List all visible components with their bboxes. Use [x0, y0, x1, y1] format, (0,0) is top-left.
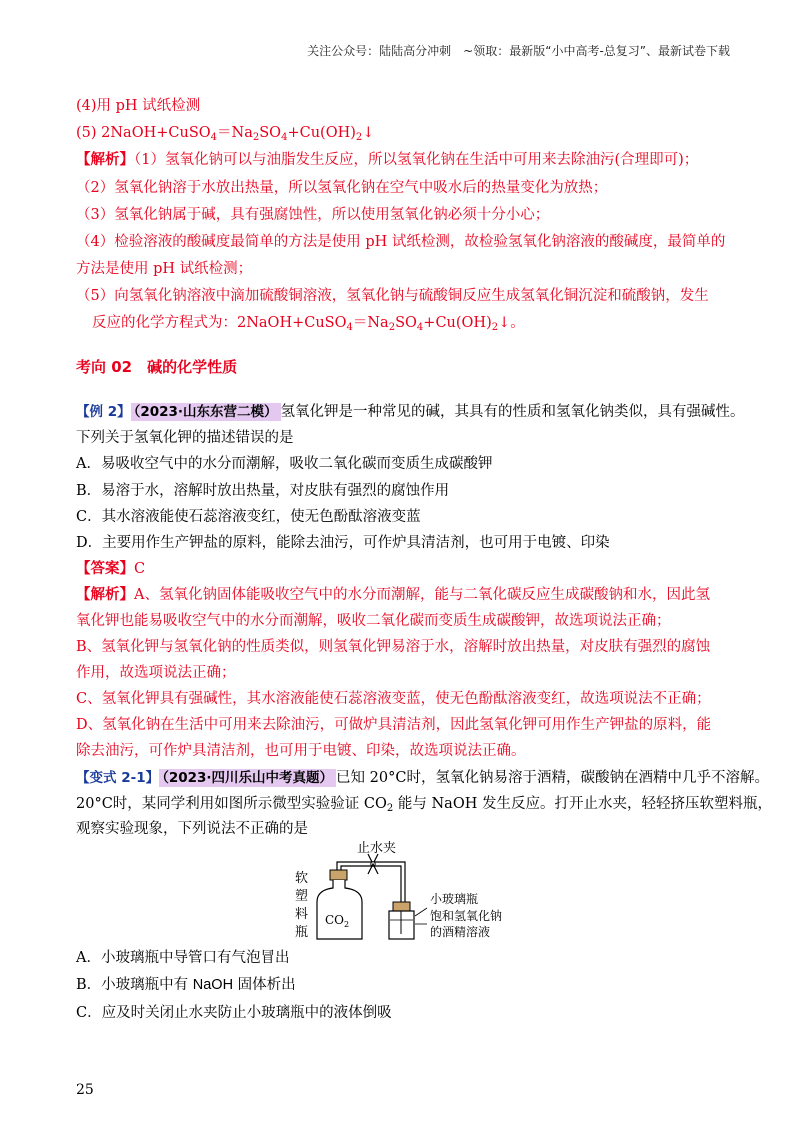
analysis-d1: D、氢氧化钠在生活中可用来去除油污，可做炉具清洁剂，因此氢氧化钾可用作生产钾盐的原料，能 — [76, 717, 712, 733]
clamp-icon — [368, 854, 378, 874]
analysis-3: （3）氢氧化钠属于碱，具有强腐蚀性，所以使用氢氧化钠必须十分小心； — [76, 207, 550, 223]
option-d: D．主要用作生产钾盐的原料，能除去油污，可作炉具清洁剂，也可用于电镀、印染 — [76, 535, 610, 551]
answer-4: (4)用 pH 试纸检测 — [76, 98, 201, 114]
analysis-5a: （5）向氢氧化钠溶液中滴加硫酸铜溶液，氢氧化钠与硫酸铜反应生成氢氧化铜沉淀和硫酸钠，发生 — [76, 288, 709, 304]
solution-label-1: 饱和氢氧化钠 — [430, 909, 503, 923]
small-bottle-label: 小玻璃瓶 — [430, 892, 479, 906]
variant-stem-1: 【变式 2-1】 （2023·四川乐山中考真题） 已知 20°C时，氢氧化钠易溶于酒精，碳酸钠在酒精中几乎不溶解。 — [76, 770, 769, 786]
analysis-4a: （4）检验溶液的酸碱度最简单的方法是使用 pH 试纸检测，故检验氢氧化钠溶液的酸碱度，最简单的 — [76, 234, 726, 250]
analysis-4b: 方法是使用 pH 试纸检测； — [76, 261, 253, 277]
source-badge: （2023·山东东营二模） — [131, 403, 281, 421]
analysis-c: C、氢氧化钾具有强碱性，其水溶液能使石蕊溶液变蓝，使无色酚酞溶液变红，故选项说法不正确； — [76, 691, 711, 707]
option-a: A．易吸收空气中的水分而潮解，吸收二氧化碳而变质生成碳酸钾 — [76, 456, 493, 472]
gas-label: $CO_2$ — [325, 913, 350, 929]
section-title: 考向 02 碱的化学性质 — [76, 358, 238, 376]
variant-option-b: B．小玻璃瓶中有 NaOH 固体析出 — [76, 977, 296, 993]
solution-label-2: 的酒精溶液 — [430, 925, 491, 939]
small-glass-bottle — [389, 902, 414, 939]
answer-line: 【答案】C — [76, 560, 146, 577]
example-tag: 【例 2】 — [76, 404, 131, 420]
analysis-5b: 反应的化学方程式为：$2NaOH+CuSO_4=Na_2SO_4+Cu(OH)_2↓$。 — [92, 315, 525, 333]
option-c: C．其水溶液能使石蕊溶液变红，使无色酚酞溶液变蓝 — [76, 509, 421, 525]
option-b: B．易溶于水，溶解时放出热量，对皮肤有强烈的腐蚀作用 — [76, 483, 450, 499]
answer-5: (5) $2NaOH+CuSO_4=Na_2SO_4+Cu(OH)_2↓$ — [76, 125, 375, 143]
analysis-2: （2）氢氧化钠溶于水放出热量，所以氢氧化钠在空气中吸水后的热量变化为放热； — [76, 180, 608, 196]
analysis-1: 【解析】（1）氢氧化钠可以与油脂发生反应，所以氢氧化钠在生活中可用来去除油污(合理即可)； — [76, 151, 699, 168]
variant-stem-3: 观察实验现象，下列说法不正确的是 — [76, 821, 308, 837]
bottle-label-2: 塑 — [295, 889, 309, 904]
page-number: 25 — [76, 1082, 94, 1098]
clamp-label: 止水夹 — [357, 841, 397, 856]
analysis-label: 【解析】 — [76, 151, 134, 168]
analysis-a2: 氧化钾也能易吸收空气中的水分而潮解，吸收二氧化碳而变质生成碳酸钾，故选项说法正确； — [76, 613, 671, 629]
variant-tag: 【变式 2-1】 — [76, 770, 160, 786]
bottle-label-1: 软 — [295, 871, 309, 886]
bottle-label-3: 料 — [295, 907, 309, 922]
page-header: 关注公众号：陆陆高分冲刺 ~领取：最新版“小中高考-总复习”、最新试卷下载 — [307, 44, 730, 58]
variant-stem-2: 20°C时，某同学利用如图所示微型实验验证 $CO_2$ 能与 NaOH 发生反应。打开止水夹，轻轻挤压软塑料瓶， — [76, 796, 772, 814]
analysis-b1: B、氢氧化钾与氢氧化钠的性质类似，则氢氧化钾易溶于水，溶解时放出热量，对皮肤有强烈的腐蚀 — [76, 639, 711, 655]
variant-option-c: C．应及时关闭止水夹防止小玻璃瓶中的液体倒吸 — [76, 1005, 392, 1021]
apparatus-figure — [285, 840, 545, 945]
variant-option-a: A．小玻璃瓶中导管口有气泡冒出 — [76, 950, 290, 966]
soft-plastic-bottle — [317, 870, 362, 939]
analysis-a1: 【解析】A、氢氧化钠固体能吸收空气中的水分而潮解，能与二氧化碳反应生成碳酸钠和水，因此氢 — [76, 586, 710, 603]
analysis-d2: 除去油污，可作炉具清洁剂，也可用于电镀、印染，故选项说法正确。 — [76, 743, 526, 759]
bottle-label-4: 瓶 — [295, 925, 309, 940]
example-2-stem: 【例 2】 （2023·山东东营二模） 氢氧化钾是一种常见的碱，其具有的性质和氢氧化钠类似，具有强碱性。 — [76, 404, 745, 420]
example-2-question: 下列关于氢氧化钾的描述错误的是 — [76, 430, 294, 446]
analysis-b2: 作用，故选项说法正确； — [76, 665, 236, 681]
source-badge: （2023·四川乐山中考真题） — [159, 769, 336, 787]
